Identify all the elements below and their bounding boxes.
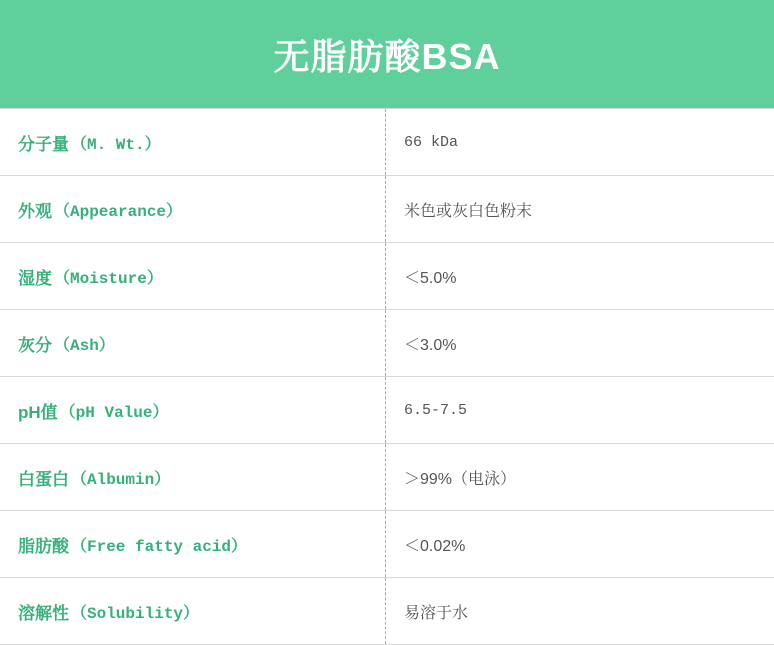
spec-value: 6.5-7.5 — [404, 401, 468, 419]
spec-label-en: （Ash） — [54, 336, 115, 355]
spec-label-cell — [0, 377, 386, 443]
spec-label-cell — [0, 511, 386, 577]
table-row — [0, 511, 774, 578]
spec-label-en: （Appearance） — [54, 202, 183, 221]
table-row — [0, 578, 774, 645]
spec-label-cn: 分子量 — [18, 134, 69, 154]
spec-label-cn: 溶解性 — [18, 603, 69, 623]
spec-label-cell — [0, 578, 386, 644]
table-row — [0, 310, 774, 377]
table-row — [0, 109, 774, 176]
spec-value-cell — [386, 243, 774, 309]
spec-label-cell — [0, 109, 386, 175]
spec-label-en: （pH Value） — [59, 403, 169, 422]
spec-value-cell — [386, 176, 774, 242]
spec-label-cn: pH值 — [18, 402, 58, 422]
spec-label-cn: 脂肪酸 — [18, 536, 69, 556]
spec-label-cn: 外观 — [18, 201, 52, 221]
table-row — [0, 377, 774, 444]
spec-value: ＜3.0% — [404, 336, 457, 354]
spec-label-en: （Albumin） — [71, 470, 171, 489]
spec-value-cell — [386, 377, 774, 443]
table-row — [0, 243, 774, 310]
spec-label-cn: 灰分 — [18, 335, 52, 355]
page-title: 无脂肪酸BSA — [273, 35, 501, 77]
spec-value-cell — [386, 109, 774, 175]
spec-label-cell — [0, 310, 386, 376]
table-row — [0, 444, 774, 511]
spec-label-cn: 白蛋白 — [18, 469, 69, 489]
spec-label-cell — [0, 444, 386, 510]
spec-label-en: （Moisture） — [54, 269, 163, 288]
table-row — [0, 176, 774, 243]
spec-value-cell — [386, 444, 774, 510]
spec-table — [0, 108, 774, 645]
spec-value: 易溶于水 — [404, 604, 469, 622]
spec-value-cell — [386, 578, 774, 644]
spec-value: ＜0.02% — [404, 537, 466, 555]
card-header — [0, 0, 774, 108]
spec-label-cell — [0, 176, 386, 242]
spec-value: ＜5.0% — [404, 269, 457, 287]
spec-label-cn: 湿度 — [18, 268, 52, 288]
spec-label-en: （Free fatty acid） — [71, 537, 248, 556]
spec-value: ＞99%（电泳） — [404, 470, 517, 488]
spec-label-en: （Solubility） — [71, 604, 200, 623]
spec-value-cell — [386, 310, 774, 376]
spec-value: 米色或灰白色粉末 — [404, 202, 533, 220]
spec-label-en: （M. Wt.） — [71, 135, 161, 154]
spec-label-cell — [0, 243, 386, 309]
spec-value-cell — [386, 511, 774, 577]
spec-value: 66 kDa — [404, 133, 459, 151]
